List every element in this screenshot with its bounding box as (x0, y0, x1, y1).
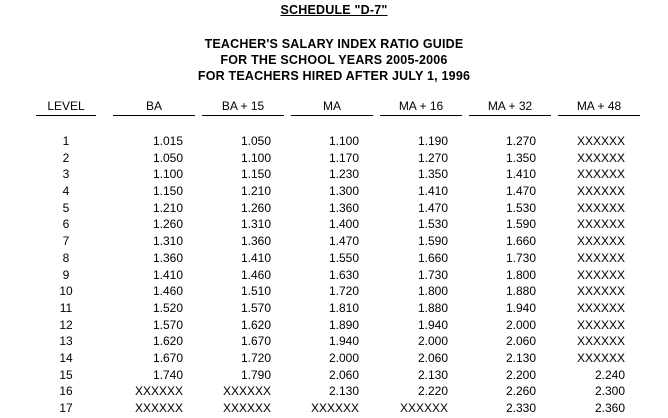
table-row (0, 301, 668, 318)
cell-ba: 1.670 (152, 350, 183, 365)
cell-level: 15 (59, 367, 73, 382)
cell-level: 1 (62, 134, 70, 148)
cell-ba: 1.100 (152, 167, 183, 182)
cell-ma-16: 1.730 (417, 267, 448, 282)
cell-ba: 1.050 (152, 150, 183, 165)
cell-ma-16: 2.060 (417, 350, 448, 365)
cell-ba-15: 1.670 (240, 334, 271, 349)
cell-ma: 1.470 (328, 234, 359, 249)
table-row (0, 384, 668, 401)
heading-title: TEACHER'S SALARY INDEX RATIO GUIDE (204, 37, 464, 51)
cell-ma: 1.720 (328, 284, 359, 299)
table-row (0, 401, 668, 418)
cell-ma-48: XXXXXX (576, 167, 625, 182)
cell-level: 14 (59, 350, 73, 365)
cell-ma-32: 1.470 (505, 184, 536, 199)
cell-ma: 2.060 (328, 367, 359, 382)
table-row (0, 184, 668, 201)
cell-ma-48: XXXXXX (576, 284, 625, 299)
table-row (0, 268, 668, 285)
cell-ba-15: 1.310 (240, 217, 271, 232)
column-header-ma-16: MA + 16 (380, 100, 462, 116)
cell-ba-15: 1.570 (240, 300, 271, 315)
column-header-ba: BA (113, 100, 195, 116)
cell-ba: XXXXXX (134, 384, 183, 399)
cell-ma: 1.940 (328, 334, 359, 349)
cell-ma-32: 1.880 (505, 284, 536, 299)
table-row (0, 234, 668, 251)
cell-level: 11 (59, 300, 73, 315)
cell-ma-16: 1.190 (417, 134, 448, 148)
cell-ma: 1.230 (328, 167, 359, 182)
cell-ba-15: XXXXXX (222, 401, 271, 415)
table-header (0, 100, 668, 114)
column-header-ma-48: MA + 48 (558, 100, 640, 116)
cell-ba: 1.210 (152, 200, 183, 215)
cell-ma: 1.890 (328, 317, 359, 332)
cell-ba-15: 1.510 (240, 284, 271, 299)
cell-ma-16: XXXXXX (399, 401, 448, 415)
cell-ma: 2.000 (328, 350, 359, 365)
cell-ma-16: 2.000 (417, 334, 448, 349)
table-row (0, 368, 668, 385)
cell-ba: 1.460 (152, 284, 183, 299)
cell-ma-48: 2.300 (594, 384, 625, 399)
cell-ma-16: 1.880 (417, 300, 448, 315)
cell-ba-15: 1.620 (240, 317, 271, 332)
cell-ma-32: 2.200 (505, 367, 536, 382)
cell-ma-48: 2.360 (594, 401, 625, 415)
cell-ma-32: 1.730 (505, 250, 536, 265)
cell-ba-15: 1.790 (240, 367, 271, 382)
cell-ma-48: XXXXXX (576, 234, 625, 249)
cell-ba: 1.410 (152, 267, 183, 282)
cell-ba: XXXXXX (134, 401, 183, 415)
table-row (0, 351, 668, 368)
cell-level: 2 (62, 150, 70, 165)
cell-ma: XXXXXX (310, 401, 359, 415)
cell-ba-15: 1.210 (240, 184, 271, 199)
cell-ma-32: 2.060 (505, 334, 536, 349)
cell-ma: 1.630 (328, 267, 359, 282)
cell-level: 8 (62, 250, 70, 265)
cell-ma-16: 1.350 (417, 167, 448, 182)
cell-level: 5 (62, 200, 70, 215)
cell-ma-32: 1.940 (505, 300, 536, 315)
cell-ma-16: 1.660 (417, 250, 448, 265)
cell-level: 12 (59, 317, 73, 332)
cell-ba: 1.570 (152, 317, 183, 332)
cell-ma-16: 2.130 (417, 367, 448, 382)
table-row (0, 201, 668, 218)
cell-ba-15: 1.150 (240, 167, 271, 182)
cell-level: 6 (62, 217, 70, 232)
cell-ma-32: 1.270 (505, 134, 536, 148)
cell-ma-32: 1.530 (505, 200, 536, 215)
table-row (0, 167, 668, 184)
cell-ma-48: XXXXXX (576, 217, 625, 232)
table-row (0, 151, 668, 168)
cell-level: 9 (62, 267, 70, 282)
table-row (0, 334, 668, 351)
table-row (0, 284, 668, 301)
cell-ma-32: 2.000 (505, 317, 536, 332)
table-body (0, 134, 668, 418)
cell-ma-48: XXXXXX (576, 267, 625, 282)
cell-ma-48: XXXXXX (576, 317, 625, 332)
cell-ma-32: 2.330 (505, 401, 536, 415)
column-header-level: LEVEL (36, 100, 96, 116)
cell-ma-48: XXXXXX (576, 250, 625, 265)
cell-ba: 1.620 (152, 334, 183, 349)
cell-ba: 1.015 (152, 134, 183, 148)
cell-ba: 1.740 (152, 367, 183, 382)
cell-ma: 1.100 (328, 134, 359, 148)
cell-level: 16 (59, 384, 73, 399)
cell-ma-48: XXXXXX (576, 184, 625, 199)
schedule-title: SCHEDULE "D-7" (280, 3, 388, 17)
table-row (0, 318, 668, 335)
cell-ma-48: XXXXXX (576, 150, 625, 165)
cell-ma-48: XXXXXX (576, 300, 625, 315)
cell-ma: 1.170 (328, 150, 359, 165)
salary-index-table (0, 99, 668, 415)
cell-ma-32: 1.590 (505, 217, 536, 232)
cell-ma-48: XXXXXX (576, 350, 625, 365)
cell-ma-16: 1.410 (417, 184, 448, 199)
cell-ma-48: XXXXXX (576, 200, 625, 215)
cell-ma-16: 1.470 (417, 200, 448, 215)
cell-ma: 2.130 (328, 384, 359, 399)
cell-ma-32: 2.260 (505, 384, 536, 399)
cell-ba-15: 1.720 (240, 350, 271, 365)
cell-ma-32: 1.350 (505, 150, 536, 165)
cell-ba-15: 1.460 (240, 267, 271, 282)
cell-ma-48: 2.240 (594, 367, 625, 382)
cell-level: 17 (59, 401, 73, 415)
cell-ba-15: XXXXXX (222, 384, 271, 399)
cell-ma: 1.360 (328, 200, 359, 215)
cell-ba-15: 1.050 (240, 134, 271, 148)
cell-ma-16: 2.220 (417, 384, 448, 399)
cell-ba: 1.310 (152, 234, 183, 249)
cell-level: 13 (59, 334, 73, 349)
cell-ba-15: 1.100 (240, 150, 271, 165)
cell-ma-32: 2.130 (505, 350, 536, 365)
column-header-ma-32: MA + 32 (469, 100, 551, 116)
cell-ma-32: 1.410 (505, 167, 536, 182)
heading-school-years: FOR THE SCHOOL YEARS 2005-2006 (220, 53, 448, 67)
cell-ma-48: XXXXXX (576, 134, 625, 148)
cell-ma: 1.400 (328, 217, 359, 232)
cell-ba-15: 1.260 (240, 200, 271, 215)
cell-level: 3 (62, 167, 70, 182)
column-header-ma: MA (291, 100, 373, 116)
cell-ma-16: 1.800 (417, 284, 448, 299)
cell-ba-15: 1.410 (240, 250, 271, 265)
cell-ba: 1.520 (152, 300, 183, 315)
cell-ma-48: XXXXXX (576, 334, 625, 349)
cell-ma: 1.550 (328, 250, 359, 265)
table-row (0, 251, 668, 268)
table-row (0, 134, 668, 151)
cell-ba-15: 1.360 (240, 234, 271, 249)
cell-ba: 1.150 (152, 184, 183, 199)
cell-ba: 1.260 (152, 217, 183, 232)
table-row (0, 217, 668, 234)
cell-ma-32: 1.800 (505, 267, 536, 282)
cell-level: 10 (59, 284, 73, 299)
cell-ba: 1.360 (152, 250, 183, 265)
cell-ma: 1.300 (328, 184, 359, 199)
cell-level: 4 (62, 184, 70, 199)
cell-ma: 1.810 (328, 300, 359, 315)
cell-ma-16: 1.940 (417, 317, 448, 332)
heading-hire-date: FOR TEACHERS HIRED AFTER JULY 1, 1996 (197, 69, 471, 83)
cell-ma-16: 1.530 (417, 217, 448, 232)
cell-ma-16: 1.590 (417, 234, 448, 249)
cell-level: 7 (62, 234, 70, 249)
column-header-ba-15: BA + 15 (202, 100, 284, 116)
cell-ma-32: 1.660 (505, 234, 536, 249)
cell-ma-16: 1.270 (417, 150, 448, 165)
